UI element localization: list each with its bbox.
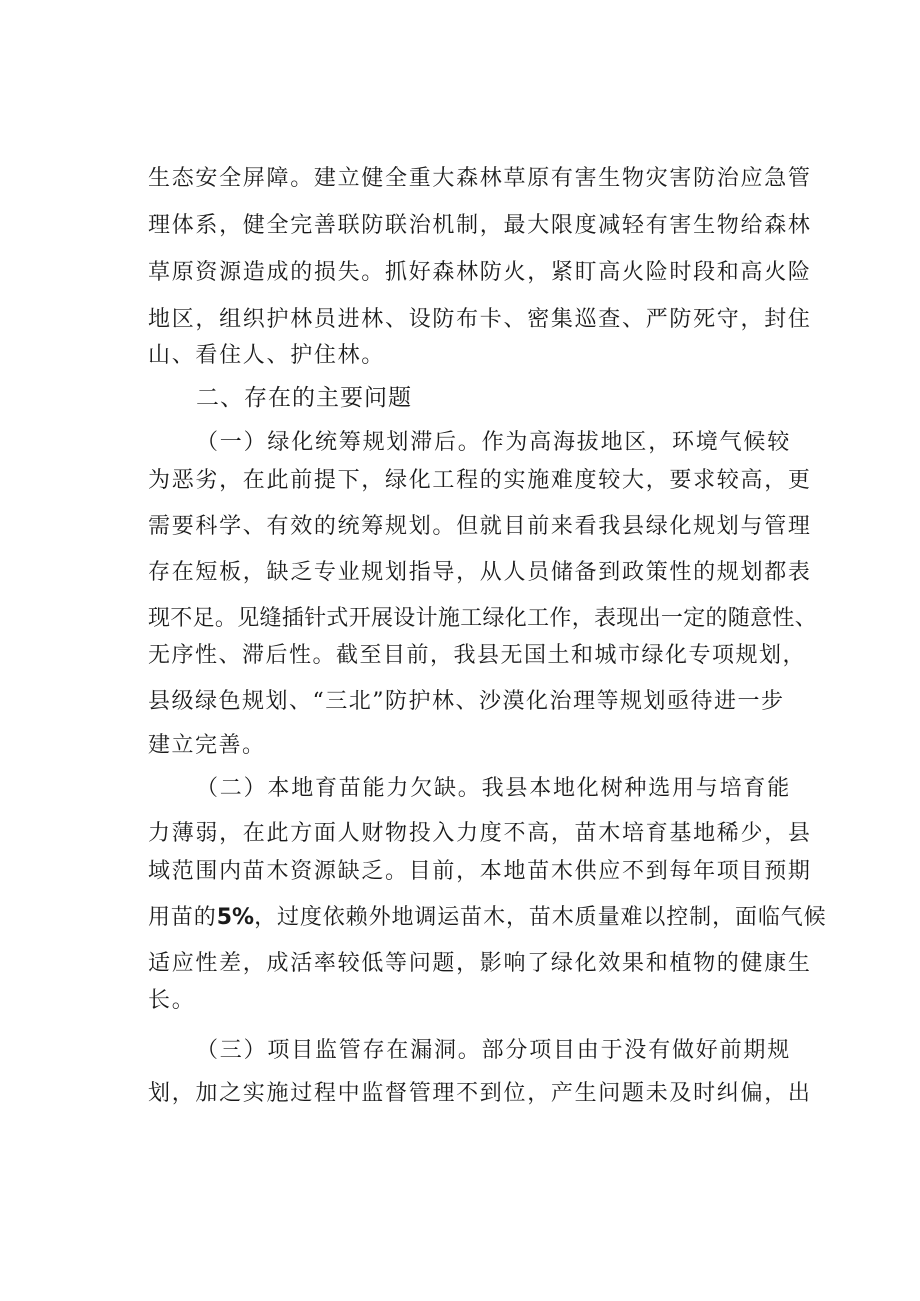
text-line: 需要科学、有效的统筹规划。但就目前来看我县绿化规划与管理 — [148, 514, 812, 539]
text-line: 县级绿色规划、“三北”防护林、沙漠化治理等规划亟待进一步 — [148, 689, 785, 714]
text-line: 划，加之实施过程中监督管理不到位，产生问题未及时纠偏，出 — [148, 1081, 812, 1106]
text-line: （三）项目监管存在漏洞。部分项目由于没有做好前期规 — [196, 1038, 792, 1063]
section-heading: 二、存在的主要问题 — [196, 385, 412, 411]
text-line — [148, 903, 827, 933]
text-line: （二）本地育苗能力欠缺。我县本地化树种选用与培育能 — [196, 776, 792, 801]
text-line: （一）绿化统筹规划滞后。作为高海拔地区，环境气候较 — [196, 430, 792, 455]
text-line: 为恶劣，在此前提下，绿化工程的实施难度较大，要求较高，更 — [148, 468, 812, 493]
text-line: 生态安全屏障。建立健全重大森林草原有害生物灾害防治应急管 — [148, 166, 812, 191]
text-line: 存在短板，缺乏专业规划指导，从人员储备到政策性的规划都表 — [148, 560, 812, 585]
text-line: 现不足。见缝插针式开展设计施工绿化工作，表现出一定的随意性、 — [148, 606, 818, 631]
percentage-value: 5% — [216, 905, 255, 930]
text-line: 地区，组织护林员进林、设防布卡、密集巡查、严防死守，封住 — [148, 307, 812, 332]
text-segment: ，过度依赖外地调运苗木，苗木质量难以控制，面临气候 — [254, 905, 827, 930]
text-line: 山、看住人、护住林。 — [148, 343, 386, 368]
text-line: 力薄弱，在此方面人财物投入力度不高，苗木培育基地稀少，县 — [148, 821, 812, 846]
text-line: 建立完善。 — [148, 733, 266, 758]
text-line: 草原资源造成的损失。抓好森林防火，紧盯高火险时段和高火险 — [148, 260, 812, 285]
text-line: 无序性、滞后性。截至目前，我县无国土和城市绿化专项规划， — [148, 643, 807, 668]
text-segment: 用苗的 — [148, 905, 217, 930]
text-line: 长。 — [148, 988, 196, 1013]
text-line: 适应性差，成活率较低等问题，影响了绿化效果和植物的健康生 — [148, 951, 812, 976]
text-line: 理体系，健全完善联防联治机制，最大限度减轻有害生物给森林 — [148, 213, 812, 238]
text-line: 域范围内苗木资源缺乏。目前，本地苗木供应不到每年项目预期 — [148, 859, 812, 884]
